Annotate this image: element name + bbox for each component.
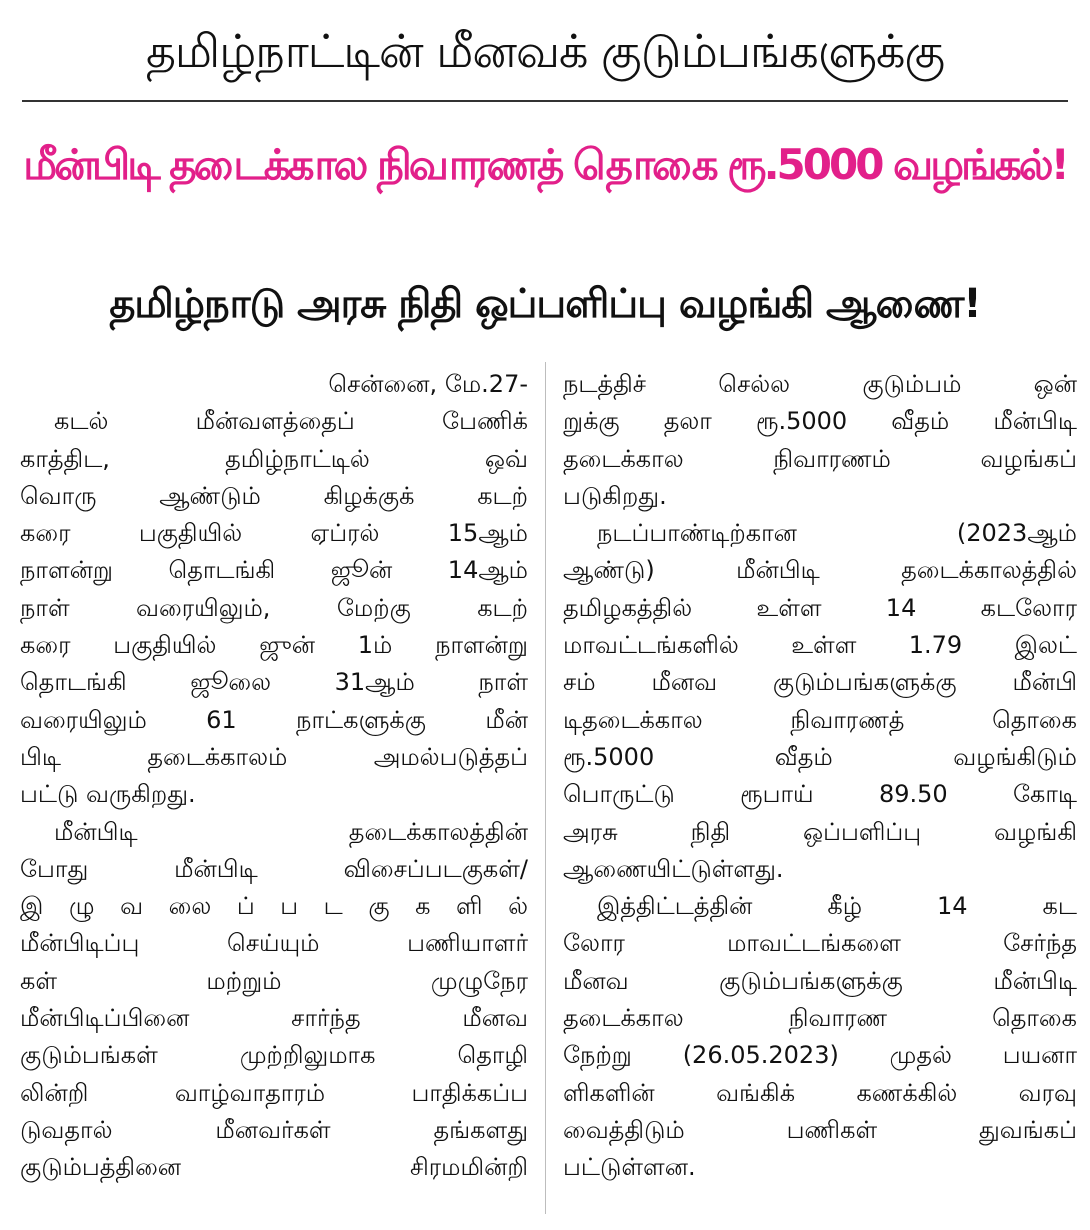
body-line: நாள் வரையிலும், மேற்கு கடற்: [20, 593, 528, 622]
body-line: பிடி தடைக்காலம் அமல்படுத்தப்: [20, 742, 528, 771]
body-line: தொடங்கி ஜூலை 31ஆம் நாள்: [20, 668, 528, 697]
article-column-right: [563, 366, 1077, 1187]
body-line: அரசு நிதி ஒப்பளிப்பு வழங்கி: [563, 817, 1077, 846]
body-line: டுவதால் மீனவர்கள் தங்களது: [20, 1115, 528, 1144]
body-line: நடப்பாண்டிற்கான (2023ஆம்: [597, 519, 1077, 548]
body-line: தடைக்கால நிவாரணம் வழங்கப்: [563, 444, 1077, 473]
body-line: மீன்பிடிப்பு செய்யும் பணியாளர்: [20, 929, 528, 958]
heading-divider: [22, 100, 1068, 102]
body-line: போது மீன்பிடி விசைப்படகுகள்/: [20, 854, 528, 883]
body-line: படுகிறது.: [563, 481, 667, 510]
body-line: நாளன்று தொடங்கி ஜூன் 14ஆம்: [20, 556, 528, 585]
body-line: லோர மாவட்டங்களை சேர்ந்த: [563, 929, 1077, 958]
body-line: மீன்பிடி தடைக்காலத்தின்: [54, 817, 528, 846]
dateline: சென்னை, மே.27-: [328, 370, 528, 398]
body-line: கள் மற்றும் முழுநேர: [20, 966, 528, 995]
body-line: மீன்பிடிப்பினை சார்ந்த மீனவ: [20, 1004, 528, 1033]
body-line: டிதடைக்கால நிவாரணத் தொகை: [563, 705, 1077, 734]
body-line: கரை பகுதியில் ஏப்ரல் 15ஆம்: [20, 519, 528, 548]
body-line: றுக்கு தலா ரூ.5000 வீதம் மீன்பிடி: [563, 407, 1077, 436]
body-line: இத்திட்டத்தின் கீழ் 14 கட: [597, 892, 1077, 921]
article-column-left: [20, 366, 528, 1187]
body-line: ஆண்டு) மீன்பிடி தடைக்காலத்தில்: [563, 556, 1077, 585]
body-line: கடல் மீன்வளத்தைப் பேணிக்: [54, 407, 528, 436]
body-line: தடைக்கால நிவாரண தொகை: [563, 1004, 1077, 1033]
body-line: கரை பகுதியில் ஜுன் 1ம் நாளன்று: [20, 631, 528, 660]
body-line: பட்டுள்ளன.: [563, 1153, 696, 1182]
body-line: வரையிலும் 61 நாட்களுக்கு மீன்: [20, 705, 528, 734]
body-line: நேற்று (26.05.2023) முதல் பயனா: [563, 1041, 1077, 1070]
body-line: வைத்திடும் பணிகள் துவங்கப்: [563, 1115, 1077, 1144]
body-line: பட்டு வருகிறது.: [20, 780, 196, 809]
body-line: இ ழு வ லை ப் ப ட கு க ளி ல்: [20, 892, 528, 921]
kicker-heading: தமிழ்நாட்டின் மீனவக் குடும்பங்களுக்கு: [145, 23, 945, 78]
body-line: தமிழகத்தில் உள்ள 14 கடலோர: [563, 593, 1077, 622]
main-headline: மீன்பிடி தடைக்கால நிவாரணத் தொகை ரூ.5000 வழங்கல்!: [23, 139, 1067, 189]
body-line: குடும்பங்கள் முற்றிலுமாக தொழி: [20, 1041, 528, 1070]
sub-headline: தமிழ்நாடு அரசு நிதி ஒப்பளிப்பு வழங்கி ஆணை!: [109, 280, 981, 327]
body-line: வொரு ஆண்டும் கிழக்குக் கடற்: [20, 481, 528, 510]
body-line: மாவட்டங்களில் உள்ள 1.79 இலட்: [563, 631, 1077, 660]
body-line: காத்திட, தமிழ்நாட்டில் ஒவ்: [20, 444, 528, 473]
body-line: மீனவ குடும்பங்களுக்கு மீன்பிடி: [563, 966, 1077, 995]
body-line: குடும்பத்தினை சிரமமின்றி: [20, 1153, 528, 1182]
body-line: பொருட்டு ரூபாய் 89.50 கோடி: [563, 780, 1077, 809]
column-divider: [545, 362, 546, 1214]
body-line: சம் மீனவ குடும்பங்களுக்கு மீன்பி: [563, 668, 1077, 697]
body-line: ரூ.5000 வீதம் வழங்கிடும்: [563, 742, 1077, 771]
body-line: ளிகளின் வங்கிக் கணக்கில் வரவு: [563, 1078, 1077, 1107]
body-line: நடத்திச் செல்ல குடும்பம் ஒன்: [563, 370, 1077, 398]
body-line: லின்றி வாழ்வாதாரம் பாதிக்கப்ப: [20, 1078, 528, 1107]
body-line: ஆணையிட்டுள்ளது.: [563, 854, 784, 883]
